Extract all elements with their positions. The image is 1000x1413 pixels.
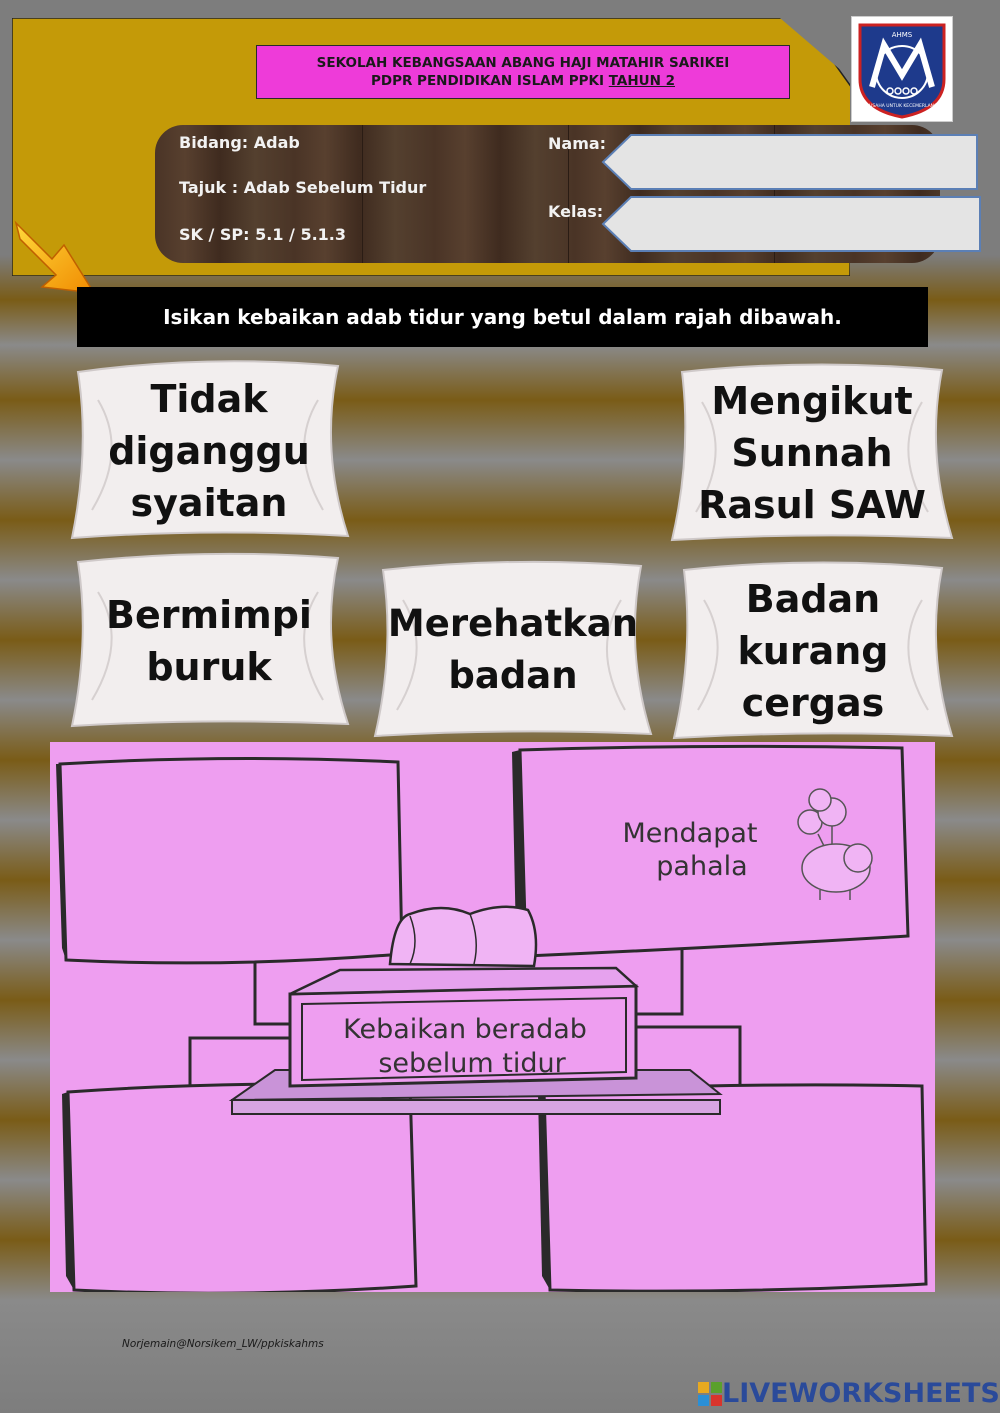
nama-label: Nama: xyxy=(548,134,607,153)
footer-credit: Norjemain@Norsikem_LW/ppkiskahms xyxy=(122,1338,324,1350)
sksp-label: SK / SP: 5.1 / 5.1.3 xyxy=(179,225,347,244)
title-box xyxy=(256,45,790,99)
kelas-field[interactable] xyxy=(601,195,982,253)
liveworksheets-logo-icon xyxy=(698,1382,722,1406)
answer-pillow-tidak-diganggu[interactable] xyxy=(68,360,350,542)
subject-line xyxy=(371,72,675,90)
answer-box-bottom-right xyxy=(544,1085,926,1291)
school-logo xyxy=(851,16,953,122)
answer-pillow-badan-kurang-cergas[interactable] xyxy=(672,560,954,742)
pillow-text: Merehatkan badan xyxy=(387,602,639,697)
diagram-area xyxy=(50,742,935,1292)
school-name: SEKOLAH KEBANGSAAN ABANG HAJI MATAHIR SARIKEI xyxy=(316,55,730,71)
center-label-line2: sebelum tidur xyxy=(378,1048,566,1079)
center-label-line1: Kebaikan beradab xyxy=(343,1014,587,1045)
school-crest-icon xyxy=(852,17,952,121)
answer-pillow-bermimpi-buruk[interactable] xyxy=(68,552,350,730)
pillow-text: Bermimpi buruk xyxy=(106,593,312,689)
bidang-label: Bidang: Adab xyxy=(179,133,300,152)
answer-box-bottom-left xyxy=(68,1084,416,1292)
kelas-label: Kelas: xyxy=(548,202,604,221)
pillow-text: Tidak diganggu syaitan xyxy=(108,377,310,525)
answer-box-top-left xyxy=(60,758,402,962)
subject-prefix: PDPR PENDIDIKAN ISLAM PPKI xyxy=(370,73,609,89)
liveworksheets-brand[interactable] xyxy=(698,1378,1000,1409)
logo-motto: BERUSAHA UNTUK KECEMERLANGAN xyxy=(860,104,944,109)
diagram-drawing xyxy=(50,742,935,1292)
nama-field[interactable] xyxy=(601,133,979,191)
tajuk-label: Tajuk : Adab Sebelum Tidur xyxy=(179,178,427,197)
example-line1: Mendapat xyxy=(622,818,758,849)
subject-year: TAHUN 2 xyxy=(608,73,676,89)
answer-pillow-mengikut-sunnah[interactable] xyxy=(670,362,954,544)
pillow-text: Mengikut Sunnah Rasul SAW xyxy=(698,379,926,527)
example-line2: pahala xyxy=(656,851,748,882)
logo-top-text: AHMS xyxy=(891,31,913,39)
header-panel-edge xyxy=(780,18,850,78)
answer-pillow-merehatkan-badan[interactable] xyxy=(373,560,653,740)
pillow-text: Badan kurang cergas xyxy=(737,577,889,725)
instruction-banner: Isikan kebaikan adab tidur yang betul dalam rajah dibawah. xyxy=(77,287,928,347)
brand-text: LIVEWORKSHEETS xyxy=(722,1378,1000,1409)
